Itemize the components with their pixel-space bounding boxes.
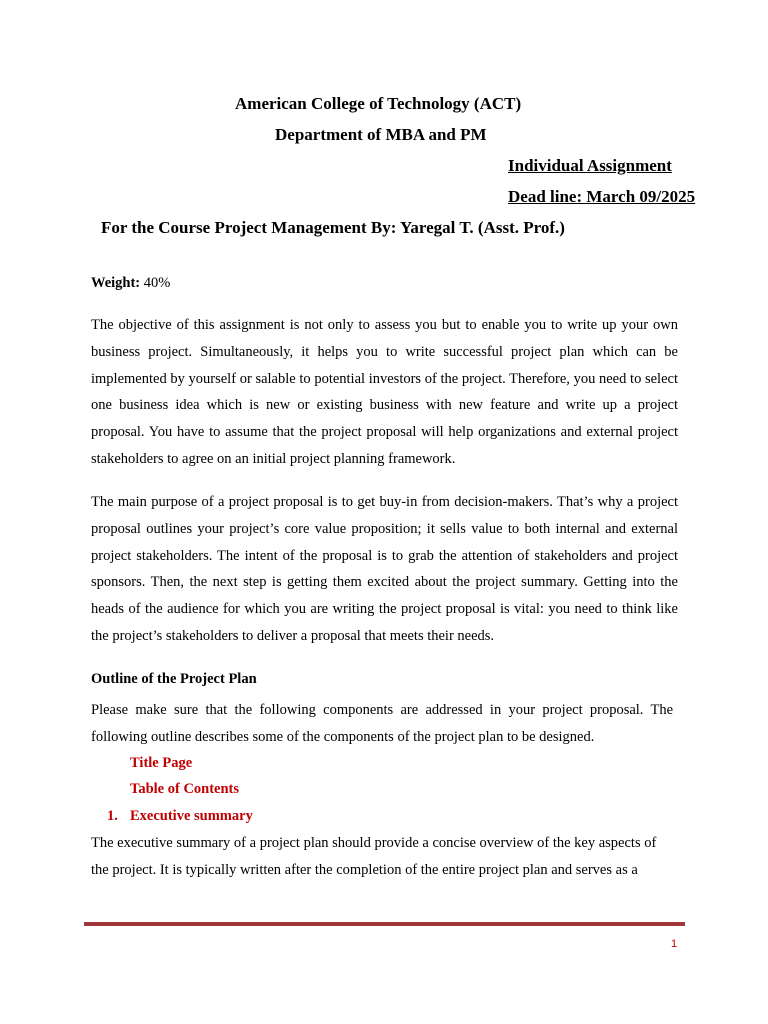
weight-value: 40% bbox=[140, 275, 171, 291]
footer-rule bbox=[84, 922, 685, 926]
objective-paragraph: The objective of this assignment is not only to assess you but to enable you to write up your own business project. Simultaneously, it helps you to write successful project plan which can be implemented by yourself or salable to potential investors of the project. Therefore, you need to select one business idea which is new or existing business with new feature and write up a project proposal. You have to assume that the project proposal will help organizations and external project stakeholders to agree on an initial project planning framework. bbox=[91, 317, 678, 467]
weight-label: Weight: bbox=[91, 275, 141, 291]
college-title: American College of Technology (ACT) bbox=[235, 94, 522, 113]
department-title: Department of MBA and PM bbox=[275, 125, 487, 144]
deadline: Dead line: March 09/2025 bbox=[508, 187, 696, 206]
outline-heading: Outline of the Project Plan bbox=[91, 671, 257, 687]
outline-item-exec-number: 1. bbox=[107, 808, 118, 824]
assignment-type: Individual Assignment bbox=[508, 156, 672, 175]
outline-item-exec-summary: Executive summary bbox=[130, 808, 253, 824]
weight-line bbox=[91, 275, 170, 292]
page-number: 1 bbox=[671, 938, 678, 950]
course-line: For the Course Project Management By: Yaregal T. (Asst. Prof.) bbox=[101, 218, 565, 237]
outline-item-toc: Table of Contents bbox=[130, 781, 240, 797]
outline-item-title-page: Title Page bbox=[130, 755, 193, 771]
exec-summary-paragraph: The executive summary of a project plan should provide a concise overview of the key aspects of the project. It is typically written after the completion of the entire project plan and serves as a bbox=[91, 835, 657, 878]
purpose-paragraph: The main purpose of a project proposal is to get buy-in from decision-makers. That’s why a project proposal outlines your project’s core value proposition; it sells value to both internal and external project stakeholders. The intent of the proposal is to grab the attention of stakeholders and project sponsors. Then, the next step is getting them excited about the project summary. Getting into the heads of the audience for which you are writing the project proposal is vital: you need to think like the project’s stakeholders to deliver a proposal that meets their needs. bbox=[91, 494, 678, 644]
outline-intro: Please make sure that the following components are addressed in your project proposal. The following outline describes some of the components of the project plan to be designed. bbox=[91, 702, 673, 745]
